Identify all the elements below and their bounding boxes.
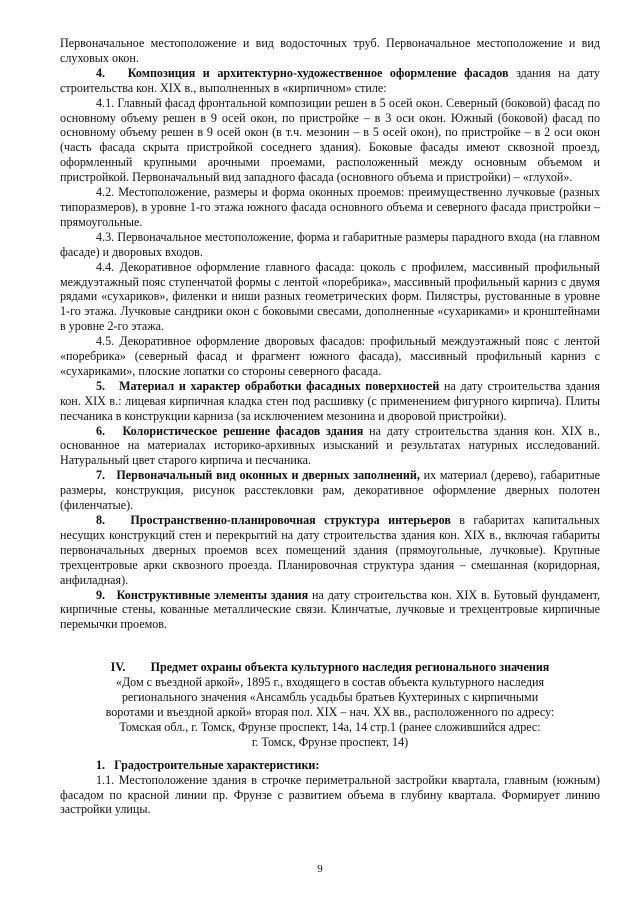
item-number: 5. <box>96 378 106 393</box>
item-text: их материал (дерево), габаритные размеры, конструкция, рисунок расстекловки рам, декоративное оформление дверных полотен (филенчатые). <box>60 468 600 513</box>
item-text: в габаритах капитальных несущих конструкций стен и перекрытий на дату строительства здания кон. XIX в., включая габариты первоначальных дверных проемов всех помещений здания (прямоугольные, лучковые). Крупные трехцентровые арки сквозного проезда. Планировочная структура здания – смешанная (коридорная, анфиладная). <box>60 513 600 587</box>
item-9 <box>60 588 600 633</box>
paragraph-4-3: 4.3. Первоначальное местоположение, форма и габаритные размеры парадного входа (на главном фасаде) и дворовых входов. <box>60 229 600 259</box>
item-title: Пространственно-планировочная структура интерьеров <box>130 513 451 527</box>
subsection-number: 1. <box>96 757 106 772</box>
paragraph-4-4: 4.4. Декоративное оформление главного фасада: цоколь с профилем, массивный профильный междуэтажный пояс ступенчатой формы с лентой «поребрика», массивный профильный карниз с двумя рядами «сухариков», филенки и ниши разных геометрических форм. Пилястры, рустованные в уровне 1-го этажа. Лучковые сандрики окон с боковыми свесами, дополненные «сухариками» и кронштейнами в уровне 2-го этажа. <box>60 259 600 334</box>
item-title: Первоначальный вид оконных и дверных заполнений, <box>116 468 420 483</box>
subsection-heading <box>60 758 600 773</box>
paragraph-4-5: 4.5. Декоративное оформление дворовых фасадов: профильный междуэтажный пояс с лентой «поребрика» (северный фасад и фрагмент южного фасада), массивный профильный карниз с «сухариками», плоские лопатки со стороны северного фасада. <box>60 334 600 378</box>
item-6 <box>60 424 600 469</box>
section-subtitle-line: регионального значения «Ансамбль усадьбы братьев Кухтериных с кирпичными <box>121 690 539 705</box>
paragraph-1-1: 1.1. Местоположение здания в строчке периметральной застройки квартала, главным (южным) фасадом по красной линии пр. Фрунзе с развитием объема в глубину квартала. Формирует линию застройки улицы. <box>60 772 600 817</box>
item-8 <box>60 513 600 588</box>
item-number: 4. <box>96 65 106 80</box>
item-5 <box>60 379 600 424</box>
section-heading <box>60 660 600 675</box>
item-number: 8. <box>96 513 106 527</box>
item-title: Конструктивные элементы здания <box>116 587 309 602</box>
item-4 <box>60 66 600 96</box>
section-title: Предмет охраны объекта культурного наследия регионального значения <box>150 660 550 675</box>
item-text: на дату строительства здания кон. XIX в., основанное на материалах историко-архивных изысканий и результатах натурных исследований. Натуральный цвет старого кирпича и песчаника. <box>60 423 600 468</box>
section-roman-numeral: IV. <box>110 660 126 675</box>
paragraph-4-1: 4.1. Главный фасад фронтальной композиции решен в 5 осей окон. Северный (боковой) фасад по основному объему решен в 9 осей окон, по пристройке – в 3 оси окон. Южный (боковой) фасад по основному объему решен в 9 осей окон (в т.ч. мезонин – в 5 осей окон), по пристройке – в 2 оси окон (часть фасада скрыта пристройкой соседнего здания). Боковые фасады имеют сквозной проезд, оформленный крупными арочными проемами, расположенный между основным объемом и пристройкой. Первоначальный вид западного фасада (основного объема и пристройки) – «глухой». <box>60 95 600 185</box>
subsection-title: Градостроительные характеристики: <box>114 757 320 772</box>
spacer <box>60 632 600 660</box>
paragraph-4-2: 4.2. Местоположение, размеры и форма оконных проемов: преимущественно лучковые (разных типоразмеров), в уровне 1-го этажа южного фасада основного объема и северного фасада пристройки – прямоугольные. <box>60 185 600 229</box>
section-subtitle-line: г. Томск, Фрунзе проспект, 14) <box>251 734 409 749</box>
item-title: Материал и характер обработки фасадных поверхностей <box>119 378 440 393</box>
page-number: 9 <box>317 863 323 875</box>
page-body <box>60 36 600 817</box>
item-number: 6. <box>96 423 106 438</box>
spacer <box>60 750 600 758</box>
item-7 <box>60 468 600 513</box>
section-subtitle-line: Томская обл., г. Томск, Фрунзе проспект, 14а, 14 стр.1 (ранее сложившийся адрес: <box>119 719 541 734</box>
item-title: Колористическое решение фасадов здания <box>122 423 364 438</box>
item-text: на дату строительства кон. XIX в. Бутовый фундамент, кирпичные стены, кованные металлические связи. Клинчатые, лучковые и трехцентровые кирпичные перемычки проемов. <box>60 587 601 632</box>
section-subtitle-line: «Дом с въездной аркой», 1895 г., входящего в состав объекта культурного наследия <box>115 675 545 690</box>
item-text: здания на дату строительства кон. XIX в., выполненных в «кирпичном» стиле: <box>60 65 600 95</box>
item-number: 9. <box>96 587 106 602</box>
paragraph-drainage: Первоначальное местоположение и вид водосточных труб. Первоначальное местоположение и вид слуховых окон. <box>60 36 600 65</box>
item-title: Композиция и архитектурно-художественное оформление фасадов <box>127 65 509 80</box>
item-text: на дату строительства здания кон. XIX в.: лицевая кирпичная кладка стен под расшивку (с применением фигурного кирпича). Плиты песчаника в конструкции карниза (за исключением мезонина и дворовой пристройки). <box>60 378 600 423</box>
section-subtitle-line: воротами и въездной аркой» вторая пол. XIX – нач. XX вв., расположенного по адресу: <box>105 704 555 719</box>
item-number: 7. <box>96 468 106 483</box>
